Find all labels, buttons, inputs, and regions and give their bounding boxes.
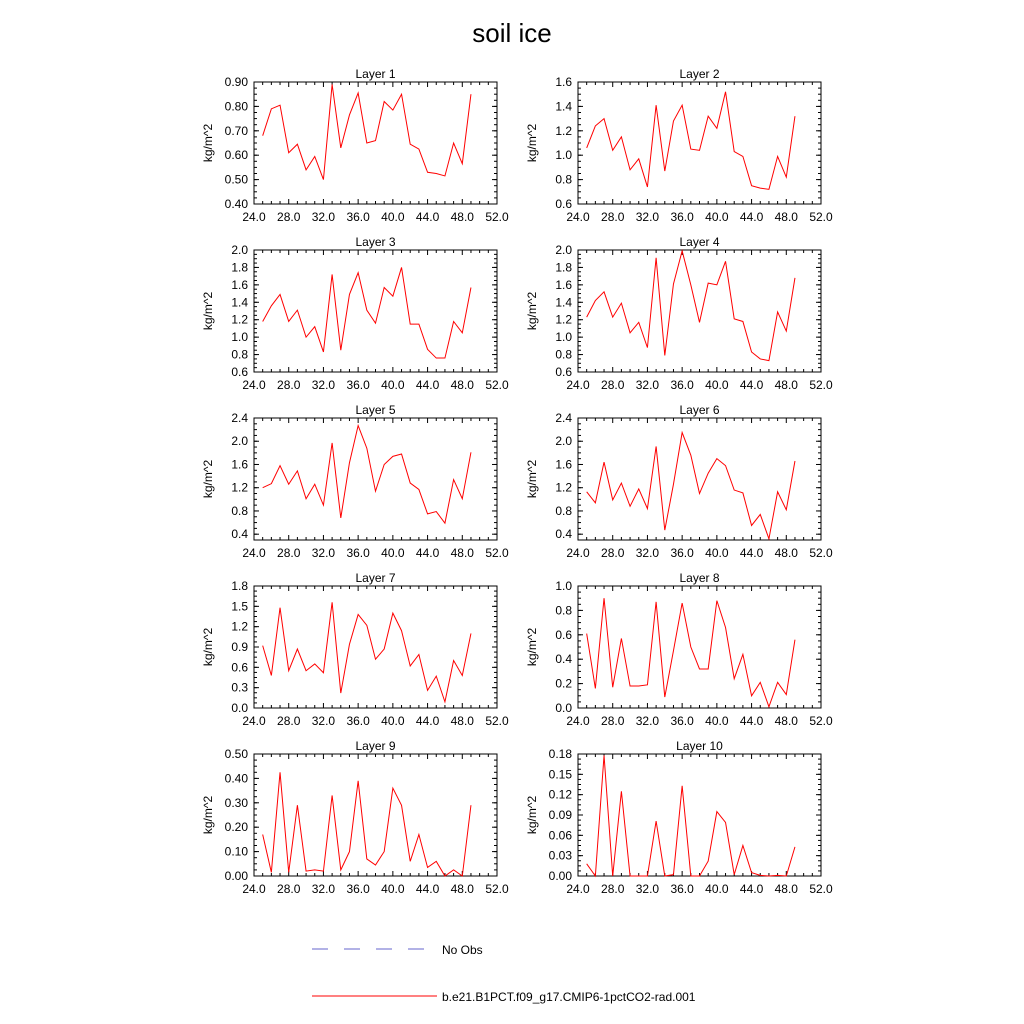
layer-8-title: Layer 8: [679, 571, 720, 585]
layer-3-ytick-label: 1.8: [231, 260, 248, 275]
layer-9-ytick-label: 0.10: [224, 844, 248, 859]
layer-5-xtick-label: 40.0: [381, 546, 405, 560]
layer-1-xtick-label: 24.0: [242, 210, 266, 224]
layer-9-ytick-label: 0.40: [224, 771, 248, 786]
layer-2-xtick-label: 24.0: [566, 210, 590, 224]
page-title: soil ice: [472, 18, 552, 48]
layer-9-ytick-label: 0.00: [224, 869, 248, 883]
layer-9-ytick-label: 0.20: [224, 820, 248, 835]
layer-4-xtick-label: 32.0: [635, 378, 660, 392]
layer-9-xtick-label: 52.0: [485, 882, 509, 896]
layer-5-ytick-label: 0.8: [231, 503, 248, 518]
layer-3-xtick-label: 24.0: [242, 378, 266, 392]
panels: [201, 67, 833, 896]
layer-7-xtick-label: 28.0: [277, 714, 301, 728]
layer-8-ytick-label: 0.6: [555, 627, 572, 642]
layer-8-xtick-label: 44.0: [739, 714, 764, 728]
layer-3-panel: [201, 235, 509, 392]
layer-7-xtick-label: 32.0: [311, 714, 336, 728]
layer-5-xtick-label: 28.0: [277, 546, 301, 560]
layer-1-series-line: [263, 84, 471, 179]
layer-9-xtick-label: 24.0: [242, 882, 266, 896]
layer-4-xtick-label: 48.0: [774, 378, 798, 392]
layer-3-ytick-label: 0.6: [231, 365, 248, 379]
layer-4-xtick-label: 52.0: [809, 378, 833, 392]
layer-5-xtick-label: 48.0: [450, 546, 474, 560]
layer-3-ytick-label: 1.6: [231, 277, 248, 292]
layer-2-xtick-label: 40.0: [705, 210, 729, 224]
layer-7-xtick-label: 48.0: [450, 714, 474, 728]
layer-8-ytick-label: 1.0: [555, 579, 572, 593]
layer-2-ytick-label: 0.8: [555, 172, 572, 187]
layer-5-title: Layer 5: [355, 403, 396, 417]
layer-5-xtick-label: 32.0: [311, 546, 336, 560]
layer-7-xtick-label: 44.0: [415, 714, 440, 728]
layer-5-ytick-label: 2.0: [231, 434, 248, 449]
layer-7-frame: [254, 586, 497, 708]
layer-8-series-line: [587, 598, 795, 707]
layer-4-xtick-label: 36.0: [670, 378, 694, 392]
layer-8-xtick-label: 24.0: [566, 714, 590, 728]
layer-10-series-line: [587, 755, 795, 876]
layer-3-xtick-label: 40.0: [381, 378, 405, 392]
layer-10-ytick-label: 0.03: [548, 848, 572, 863]
layer-8-ytick-label: 0.0: [555, 701, 572, 715]
layer-7-xtick-label: 36.0: [346, 714, 370, 728]
layer-2-title: Layer 2: [679, 67, 720, 81]
layer-7-ytick-label: 1.8: [231, 579, 248, 593]
layer-6-frame: [578, 418, 821, 540]
layer-9-ytick-label: 0.30: [224, 795, 248, 810]
layer-8-ytick-label: 0.8: [555, 603, 572, 618]
layer-10-ylabel: kg/m^2: [525, 795, 539, 835]
layer-6-ytick-label: 1.2: [555, 480, 572, 495]
layer-2-series-line: [587, 92, 795, 190]
layer-6-xtick-label: 52.0: [809, 546, 833, 560]
layer-8-xtick-label: 48.0: [774, 714, 798, 728]
layer-1-ytick-label: 0.80: [224, 99, 248, 114]
layer-10-xtick-label: 36.0: [670, 882, 694, 896]
layer-5-frame: [254, 418, 497, 540]
layer-3-ytick-label: 0.8: [231, 347, 248, 362]
layer-10-ytick-label: 0.12: [548, 787, 572, 802]
layer-3-ytick-label: 1.2: [231, 312, 248, 327]
layer-6-ytick-label: 0.4: [555, 527, 572, 542]
layer-4-title: Layer 4: [679, 235, 720, 249]
layer-1-xtick-label: 44.0: [415, 210, 440, 224]
layer-1-xtick-label: 32.0: [311, 210, 336, 224]
layer-2-frame: [578, 82, 821, 204]
layer-3-title: Layer 3: [355, 235, 396, 249]
layer-6-ytick-label: 2.0: [555, 434, 572, 449]
layer-10-ytick-label: 0.15: [548, 767, 572, 782]
layer-6-series-line: [587, 433, 795, 539]
layer-7-title: Layer 7: [355, 571, 396, 585]
layer-2-xtick-label: 28.0: [601, 210, 625, 224]
layer-9-xtick-label: 32.0: [311, 882, 336, 896]
layer-8-xtick-label: 32.0: [635, 714, 660, 728]
layer-5-xtick-label: 36.0: [346, 546, 370, 560]
layer-7-ytick-label: 0.0: [231, 701, 248, 715]
legend: [312, 943, 696, 1004]
layer-8-xtick-label: 36.0: [670, 714, 694, 728]
legend-model-label: b.e21.B1PCT.f09_g17.CMIP6-1pctCO2-rad.001: [442, 990, 696, 1004]
layer-4-ylabel: kg/m^2: [525, 291, 539, 331]
layer-10-ytick-label: 0.06: [548, 828, 572, 843]
layer-8-xtick-label: 40.0: [705, 714, 729, 728]
layer-10-xtick-label: 32.0: [635, 882, 660, 896]
layer-3-xtick-label: 52.0: [485, 378, 509, 392]
layer-5-ytick-label: 1.6: [231, 457, 248, 472]
layer-6-title: Layer 6: [679, 403, 720, 417]
layer-2-ytick-label: 1.2: [555, 123, 572, 138]
layer-6-xtick-label: 32.0: [635, 546, 660, 560]
layer-3-series-line: [263, 267, 471, 358]
layer-6-xtick-label: 48.0: [774, 546, 798, 560]
layer-8-ytick-label: 0.2: [555, 676, 572, 691]
layer-10-title: Layer 10: [676, 739, 723, 753]
layer-10-xtick-label: 52.0: [809, 882, 833, 896]
layer-2-xtick-label: 32.0: [635, 210, 660, 224]
layer-3-ylabel: kg/m^2: [201, 291, 215, 331]
layer-2-xtick-label: 48.0: [774, 210, 798, 224]
layer-2-ytick-label: 1.0: [555, 148, 572, 163]
layer-1-panel: [201, 67, 509, 224]
layer-7-xtick-label: 24.0: [242, 714, 266, 728]
layer-1-frame: [254, 82, 497, 204]
layer-5-xtick-label: 24.0: [242, 546, 266, 560]
layer-2-ytick-label: 0.6: [555, 197, 572, 211]
layer-3-frame: [254, 250, 497, 372]
layer-7-ytick-label: 1.5: [231, 599, 248, 614]
layer-4-xtick-label: 44.0: [739, 378, 764, 392]
layer-4-panel: [525, 235, 833, 392]
layer-6-xtick-label: 36.0: [670, 546, 694, 560]
layer-1-ytick-label: 0.50: [224, 172, 248, 187]
layer-5-panel: [201, 403, 509, 560]
layer-9-xtick-label: 44.0: [415, 882, 440, 896]
layer-4-ytick-label: 1.6: [555, 277, 572, 292]
layer-3-xtick-label: 32.0: [311, 378, 336, 392]
layer-10-ytick-label: 0.00: [548, 869, 572, 883]
layer-7-ytick-label: 0.6: [231, 660, 248, 675]
layer-3-xtick-label: 44.0: [415, 378, 440, 392]
layer-10-panel: [525, 739, 833, 896]
layer-1-ytick-label: 0.70: [224, 123, 248, 138]
layer-10-xtick-label: 40.0: [705, 882, 729, 896]
layer-3-xtick-label: 36.0: [346, 378, 370, 392]
layer-9-xtick-label: 36.0: [346, 882, 370, 896]
layer-7-xtick-label: 52.0: [485, 714, 509, 728]
layer-4-ytick-label: 0.8: [555, 347, 572, 362]
layer-3-xtick-label: 28.0: [277, 378, 301, 392]
layer-6-xtick-label: 40.0: [705, 546, 729, 560]
layer-2-ytick-label: 1.4: [555, 99, 572, 114]
layer-9-xtick-label: 40.0: [381, 882, 405, 896]
layer-5-ylabel: kg/m^2: [201, 459, 215, 499]
layer-6-panel: [525, 403, 833, 560]
layer-1-ytick-label: 0.90: [224, 75, 248, 89]
layer-5-xtick-label: 44.0: [415, 546, 440, 560]
layer-9-ylabel: kg/m^2: [201, 795, 215, 835]
layer-2-panel: [525, 67, 833, 224]
layer-10-xtick-label: 48.0: [774, 882, 798, 896]
layer-4-ytick-label: 2.0: [555, 243, 572, 257]
layer-1-xtick-label: 28.0: [277, 210, 301, 224]
layer-2-xtick-label: 36.0: [670, 210, 694, 224]
layer-9-title: Layer 9: [355, 739, 396, 753]
layer-4-ytick-label: 1.8: [555, 260, 572, 275]
layer-8-ylabel: kg/m^2: [525, 627, 539, 667]
layer-2-ylabel: kg/m^2: [525, 123, 539, 163]
layer-2-xtick-label: 44.0: [739, 210, 764, 224]
layer-4-xtick-label: 40.0: [705, 378, 729, 392]
layer-6-ytick-label: 1.6: [555, 457, 572, 472]
layer-3-ytick-label: 1.0: [231, 330, 248, 345]
layer-8-xtick-label: 28.0: [601, 714, 625, 728]
layer-10-xtick-label: 24.0: [566, 882, 590, 896]
layer-4-ytick-label: 1.2: [555, 312, 572, 327]
layer-1-ytick-label: 0.60: [224, 148, 248, 163]
layer-6-ylabel: kg/m^2: [525, 459, 539, 499]
layer-8-xtick-label: 52.0: [809, 714, 833, 728]
layer-7-ytick-label: 1.2: [231, 619, 248, 634]
layer-1-ytick-label: 0.40: [224, 197, 248, 211]
layer-4-xtick-label: 24.0: [566, 378, 590, 392]
layer-4-ytick-label: 1.0: [555, 330, 572, 345]
layer-8-panel: [525, 571, 833, 728]
layer-4-frame: [578, 250, 821, 372]
layer-10-xtick-label: 44.0: [739, 882, 764, 896]
layer-4-ytick-label: 0.6: [555, 365, 572, 379]
layer-7-ytick-label: 0.9: [231, 640, 248, 654]
layer-6-xtick-label: 28.0: [601, 546, 625, 560]
layer-5-ytick-label: 1.2: [231, 480, 248, 495]
layer-1-ylabel: kg/m^2: [201, 123, 215, 163]
layer-7-xtick-label: 40.0: [381, 714, 405, 728]
layer-1-xtick-label: 36.0: [346, 210, 370, 224]
layer-9-ytick-label: 0.50: [224, 747, 248, 761]
layer-4-ytick-label: 1.4: [555, 295, 572, 310]
layer-6-ytick-label: 2.4: [555, 411, 572, 425]
layer-6-xtick-label: 24.0: [566, 546, 590, 560]
layer-9-xtick-label: 48.0: [450, 882, 474, 896]
layer-6-ytick-label: 0.8: [555, 503, 572, 518]
layer-10-xtick-label: 28.0: [601, 882, 625, 896]
layer-2-xtick-label: 52.0: [809, 210, 833, 224]
layer-7-series-line: [263, 602, 471, 702]
layer-5-ytick-label: 2.4: [231, 411, 248, 425]
layer-8-frame: [578, 586, 821, 708]
layer-6-xtick-label: 44.0: [739, 546, 764, 560]
layer-4-xtick-label: 28.0: [601, 378, 625, 392]
layer-1-xtick-label: 48.0: [450, 210, 474, 224]
layer-3-ytick-label: 2.0: [231, 243, 248, 257]
layer-1-xtick-label: 52.0: [485, 210, 509, 224]
layer-9-xtick-label: 28.0: [277, 882, 301, 896]
layer-1-title: Layer 1: [355, 67, 396, 81]
layer-2-ytick-label: 1.6: [555, 75, 572, 89]
layer-5-xtick-label: 52.0: [485, 546, 509, 560]
layer-3-ytick-label: 1.4: [231, 295, 248, 310]
legend-obs-label: No Obs: [442, 943, 483, 957]
layer-10-ytick-label: 0.09: [548, 808, 572, 822]
layer-9-panel: [201, 739, 509, 896]
layer-3-xtick-label: 48.0: [450, 378, 474, 392]
layer-10-ytick-label: 0.18: [548, 747, 572, 761]
layer-9-series-line: [263, 772, 471, 876]
layer-7-ylabel: kg/m^2: [201, 627, 215, 667]
layer-7-ytick-label: 0.3: [231, 680, 248, 695]
layer-4-series-line: [587, 251, 795, 361]
layer-7-panel: [201, 571, 509, 728]
layer-5-ytick-label: 0.4: [231, 527, 248, 542]
layer-5-series-line: [263, 426, 471, 524]
layer-1-xtick-label: 40.0: [381, 210, 405, 224]
layer-8-ytick-label: 0.4: [555, 652, 572, 667]
